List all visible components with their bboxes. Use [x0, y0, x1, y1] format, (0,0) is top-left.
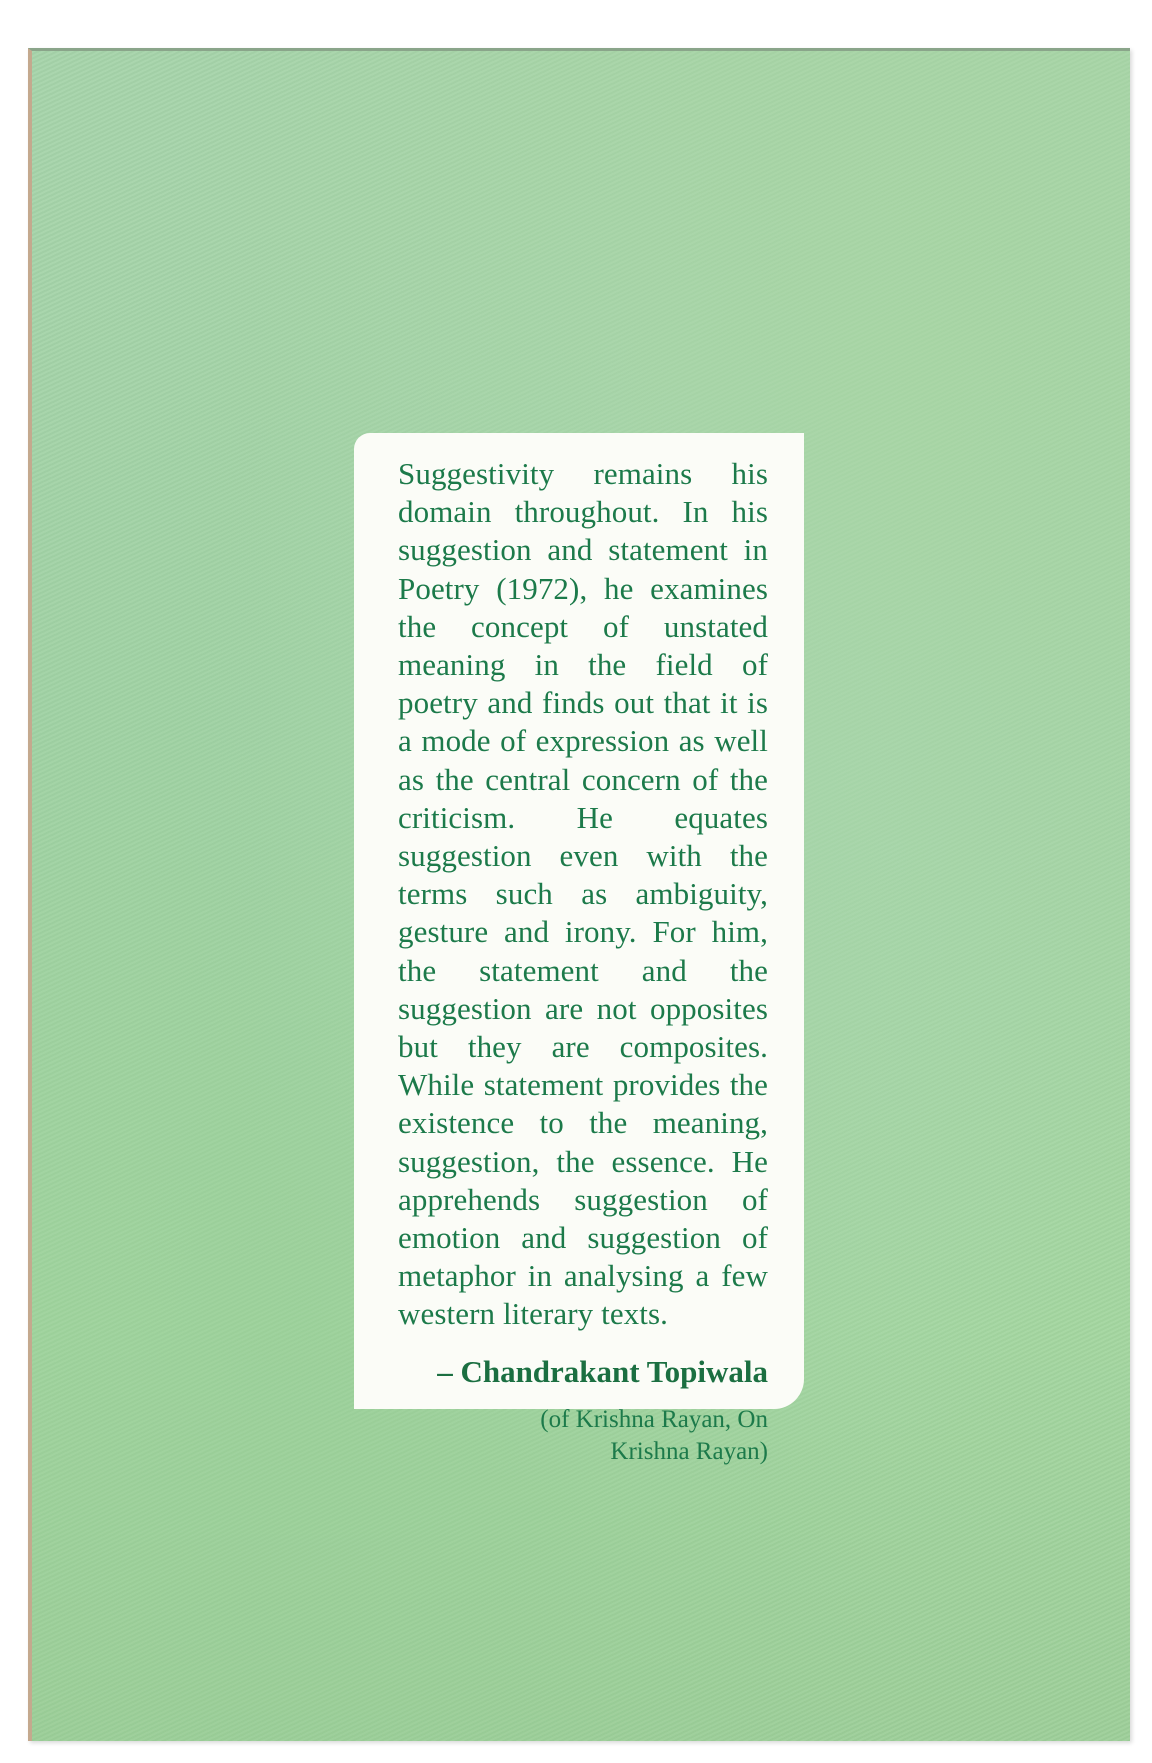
blurb-card — [354, 433, 804, 1465]
blurb-source: (of Krishna Rayan, On Krishna Rayan) — [540, 1405, 768, 1465]
blurb-author: – Chandrakant Topiwala — [437, 1353, 768, 1389]
book-back-cover — [28, 48, 1130, 1741]
blurb-text: Suggestivity remains his domain throughout. In his suggestion and statement in Poetry (1972), he examines the concept of unstated meaning in the field of poetry and finds out that it is a mode of expression as well as the central concern of the criticism. He equates suggestion even with the terms such as ambiguity, gesture and irony. For him, the statement and the suggestion are not opposites but they are composites. While statement provides the existence to the meaning, suggestion, the essence. He apprehends suggestion of emotion and suggestion of metaphor in analysing a few western literary texts. — [398, 456, 768, 1332]
